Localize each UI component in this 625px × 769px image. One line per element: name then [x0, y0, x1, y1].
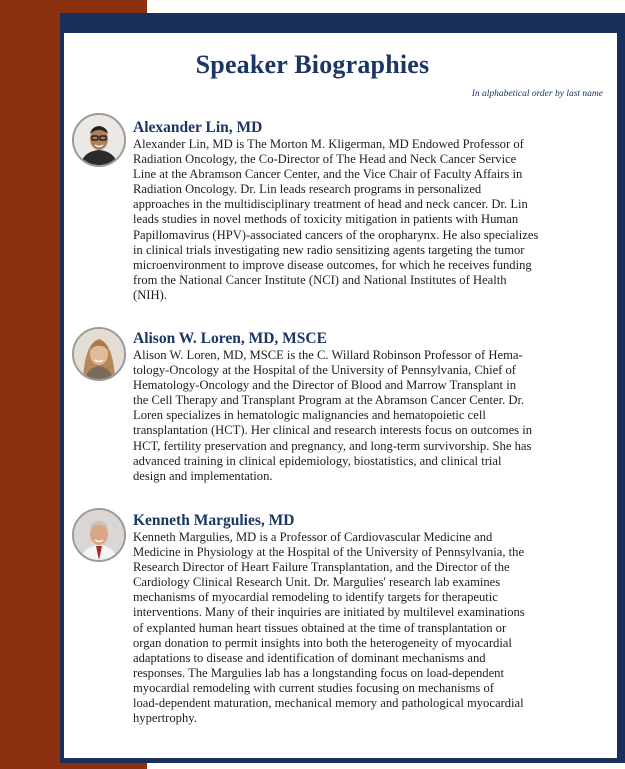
- speaker-photo-lin: [72, 113, 126, 167]
- speaker-photo-margulies: [72, 508, 126, 562]
- bio-line: Hematology-Oncology and the Director of Blood and Marrow Transplant in: [133, 378, 516, 393]
- speaker-name: Kenneth Margulies, MD: [133, 512, 295, 529]
- bio-line: approaches in the multidisciplinary treatment of head and neck cancer. Dr. Lin: [133, 197, 528, 212]
- bio-line: Alexander Lin, MD is The Morton M. Kligerman, MD Endowed Professor of: [133, 137, 524, 151]
- speaker-bio: [133, 348, 613, 484]
- bio-line: Medicine in Physiology at the Hospital of the University of Pennsylvania, the: [133, 545, 525, 560]
- bio-line: in clinical trials investigating new radio sensitizing agents targeting the tumor: [133, 242, 525, 257]
- bio-line: HCT, fertility preservation and pregnancy, and long-term survivorship. She has: [133, 438, 532, 453]
- bio-line: Radiation Oncology, the Co-Director of The Head and Neck Cancer Service: [133, 152, 517, 167]
- bio-line: microenvironment to improve disease outcomes, for which he receives funding: [133, 257, 532, 272]
- bio-line: advanced training in clinical epidemiology, biostatistics, and clinical trial: [133, 453, 502, 468]
- bio-line: Radiation Oncology. Dr. Lin leads research programs in personalized: [133, 182, 482, 197]
- bio-line: tology-Oncology at the Hospital of the University of Pennsylvania, Chief of: [133, 363, 516, 378]
- bio-line: from the National Cancer Institute (NCI) and National Institutes of Health: [133, 272, 507, 287]
- speaker-name: Alison W. Loren, MD, MSCE: [133, 330, 327, 347]
- bio-line: Loren specializes in hematologic malignancies and hematopoietic cell: [133, 408, 486, 423]
- bio-line: load-dependent maturation, mechanical memory and pathological myocardial: [133, 696, 524, 711]
- bio-line: Papillomavirus (HPV)-associated cancers of the oropharynx. He also specializes: [133, 227, 539, 242]
- page-subtitle: In alphabetical order by last name: [471, 89, 603, 99]
- bio-line: Cardiology Clinical Research Unit. Dr. Margulies' research lab examines: [133, 575, 501, 590]
- bio-line: (NIH).: [133, 287, 167, 302]
- bio-line: of explanted human heart tissues obtained at the time of transplantation or: [133, 620, 507, 635]
- bio-line: transplantation (HCT). Her clinical and research interests focus on outcomes in: [133, 423, 533, 438]
- page-title: Speaker Biographies: [195, 50, 430, 79]
- speaker-bio: [133, 530, 613, 726]
- bio-line: Research Director of Heart Failure Transplantation, and the Director of the: [133, 560, 510, 575]
- bio-line: Kenneth Margulies, MD is a Professor of Cardiovascular Medicine and: [133, 530, 493, 544]
- bio-line: leads studies in novel methods of toxicity mitigation in patients with Human: [133, 212, 519, 227]
- bio-line: the Cell Therapy and Transplant Program at the Abramson Cancer Center. Dr.: [133, 393, 525, 408]
- bio-line: mechanisms of myocardial remodeling to identify targets for therapeutic: [133, 590, 498, 605]
- bio-line: adaptations to disease and identification of dominant mechanisms and: [133, 650, 486, 665]
- bio-line: hypertrophy.: [133, 711, 197, 726]
- bio-line: organ donation to permit insights into both the heterogeneity of myocardial: [133, 635, 512, 650]
- speaker-name: Alexander Lin, MD: [133, 119, 263, 136]
- bio-line: Alison W. Loren, MD, MSCE is the C. Willard Robinson Professor of Hema-: [133, 348, 523, 362]
- bio-line: myocardial remodeling with current studies focusing on mechanisms of: [133, 680, 494, 695]
- bio-line: responses. The Margulies lab has a longstanding focus on load-dependent: [133, 665, 504, 680]
- speaker-bio: [133, 137, 613, 303]
- bio-line: interventions. Many of their inquiries are initiated by multilevel examinations: [133, 605, 525, 620]
- bio-line: Line at the Abramson Cancer Center, and the Vice Chair of Faculty Affairs in: [133, 167, 523, 182]
- speaker-photo-loren: [72, 327, 126, 381]
- bio-line: design and implementation.: [133, 468, 273, 483]
